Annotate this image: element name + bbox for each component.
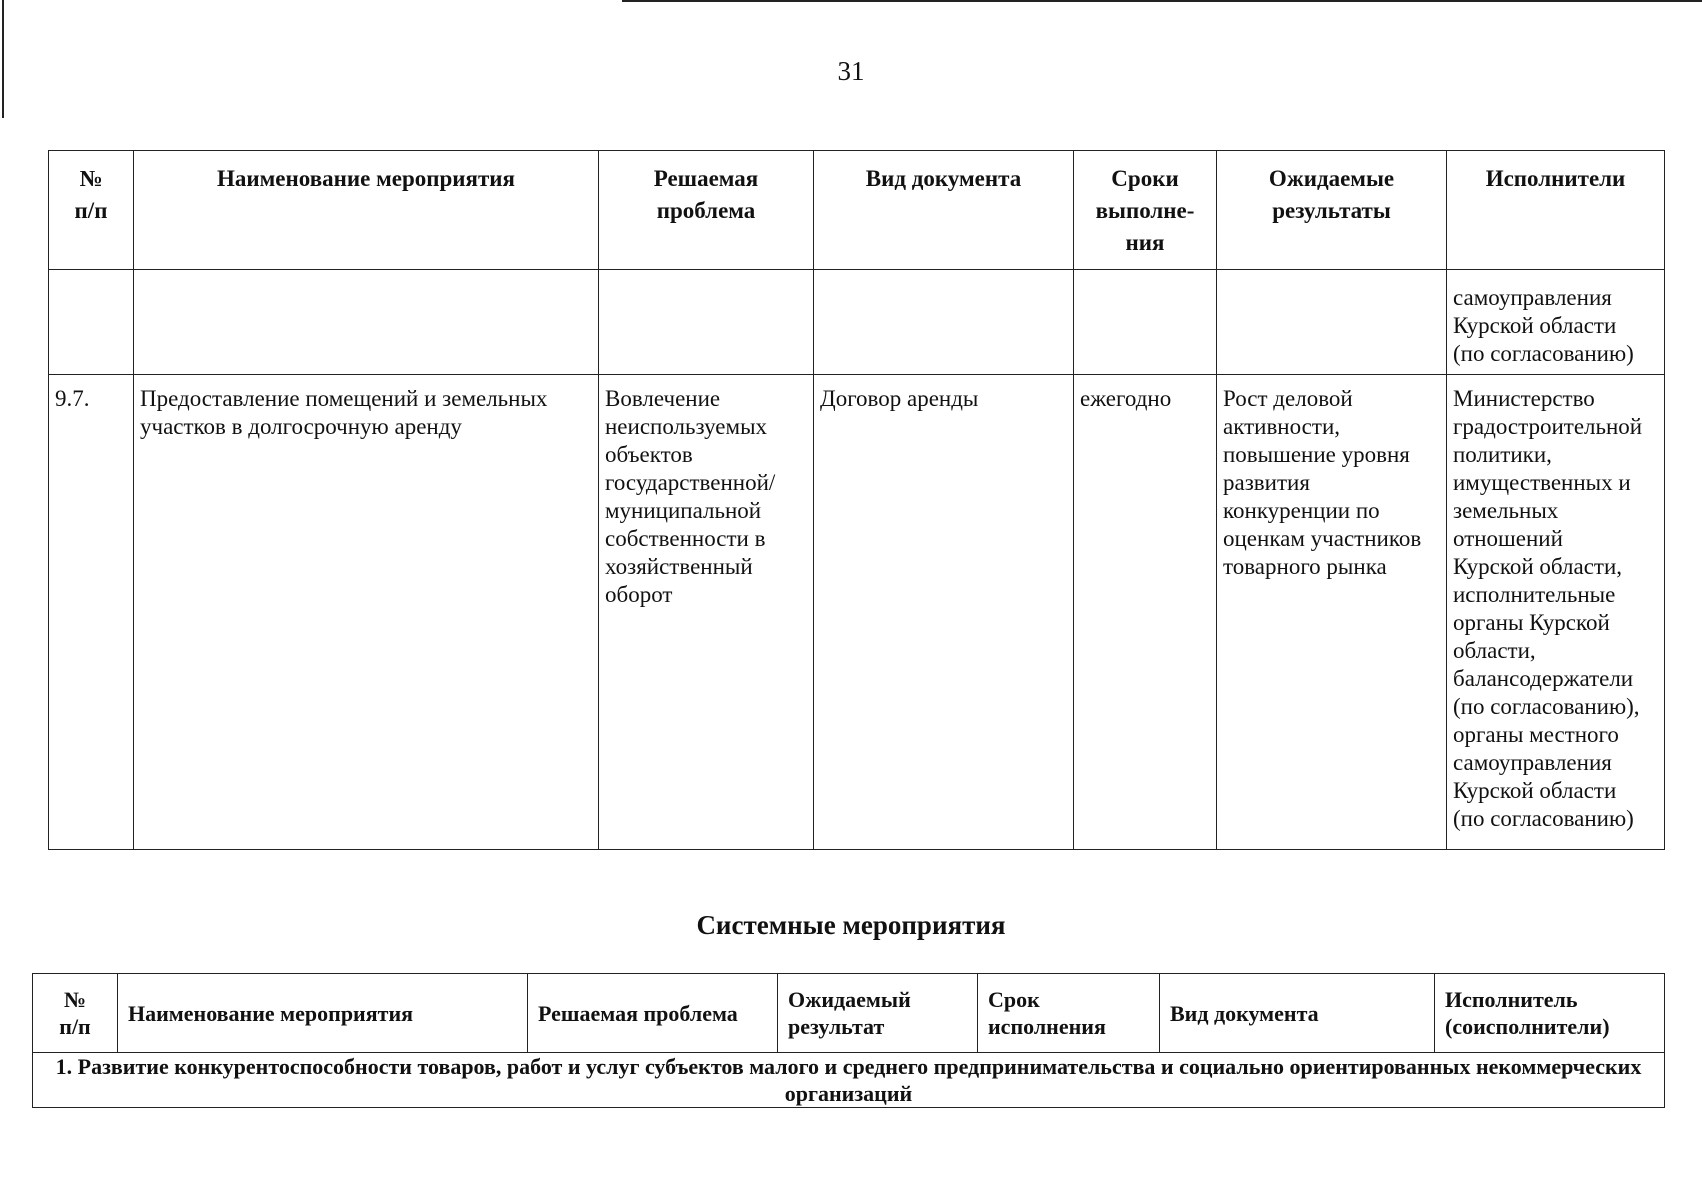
table-header-row [33, 974, 1665, 1053]
cell-empty [814, 270, 1074, 375]
cell-term: ежегодно [1074, 375, 1217, 850]
col-header-problem: Решаемая проблема [528, 974, 778, 1053]
cell-number: 9.7. [49, 375, 134, 850]
col-header-doc-type: Вид документа [1160, 974, 1435, 1053]
col-header-term: Срок исполнения [978, 974, 1160, 1053]
cell-results: Рост деловой активности, повышение уровня развития конкуренции по оценкам участников товарного рынка [1217, 375, 1447, 850]
cell-empty [49, 270, 134, 375]
measures-table [48, 150, 1665, 850]
system-measures-table [32, 973, 1665, 1108]
col-header-results: Ожидаемые результаты [1217, 151, 1447, 270]
cell-empty [134, 270, 599, 375]
col-header-doc-type: Вид документа [814, 151, 1074, 270]
scan-edge-line-top [622, 0, 1702, 2]
col-header-name: Наименование мероприятия [134, 151, 599, 270]
cell-name: Предоставление помещений и земельных участков в долгосрочную аренду [134, 375, 599, 850]
col-header-number: № п/п [33, 974, 118, 1053]
cell-doc-type: Договор аренды [814, 375, 1074, 850]
cell-problem: Вовлечение неиспользуемых объектов государственной/ муниципальной собственности в хозяйственный оборот [599, 375, 814, 850]
section-heading: 1. Развитие конкурентоспособности товаров, работ и услуг субъектов малого и среднего предпринимательства и социально ориентированных некоммерческих организаций [33, 1053, 1665, 1108]
section-title: Системные мероприятия [696, 910, 1006, 940]
cell-executors: Министерство градостроительной политики, имущественных и земельных отношений Курской области, исполнительные органы Курской области, балансодержатели (по согласованию), органы местного самоуправления Курской области (по согласованию) [1447, 375, 1665, 850]
col-header-number: № п/п [49, 151, 134, 270]
section-row [33, 1053, 1665, 1108]
page-number: 31 [837, 56, 865, 86]
table-row [49, 270, 1665, 375]
cell-executors: самоуправления Курской области (по согласованию) [1447, 270, 1665, 375]
col-header-executor: Исполнитель (соисполнители) [1435, 974, 1665, 1053]
table-row [49, 375, 1665, 850]
col-header-result: Ожидаемый результат [778, 974, 978, 1053]
col-header-term: Сроки выполне- ния [1074, 151, 1217, 270]
cell-empty [599, 270, 814, 375]
col-header-problem: Решаемая проблема [599, 151, 814, 270]
table-header-row [49, 151, 1665, 270]
cell-empty [1074, 270, 1217, 375]
col-header-executors: Исполнители [1447, 151, 1665, 270]
col-header-name: Наименование мероприятия [118, 974, 528, 1053]
cell-empty [1217, 270, 1447, 375]
